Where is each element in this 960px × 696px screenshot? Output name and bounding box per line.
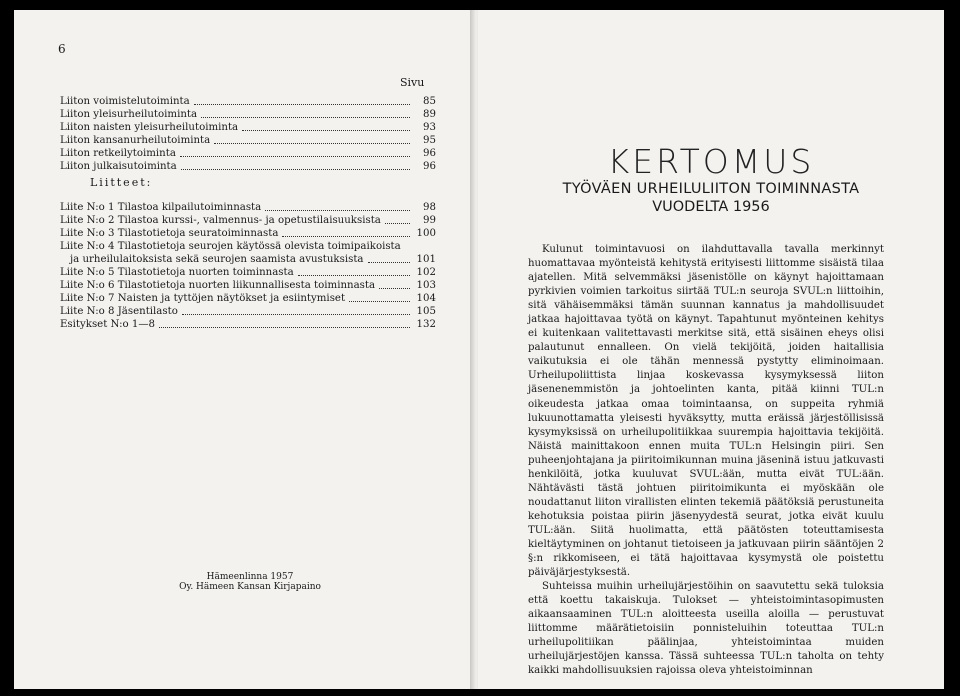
appendix-entry: Liite N:o 4 Tilastotietoja seurojen käytössä olevista toimipaikoista <box>60 241 401 252</box>
appendix-entry: Liite N:o 6 Tilastotietoja nuorten liikunnallisesta toiminnasta 103 <box>60 280 436 291</box>
toc-entry: Liiton voimistelutoiminta 85 <box>60 96 436 107</box>
report-subtitle: TYÖVÄEN URHEILULIITON TOIMINNASTA <box>562 181 860 197</box>
appendix-entry: Liite N:o 8 Jäsentilasto 105 <box>60 306 436 317</box>
imprint-printer: Oy. Hämeen Kansan Kirjapaino <box>179 582 321 592</box>
page-column-header: Sivu <box>400 76 425 89</box>
toc-entry: Liiton naisten yleisurheilutoiminta 93 <box>60 122 436 133</box>
appendix-entry: Liite N:o 5 Tilastotietoja nuorten toiminnasta 102 <box>60 267 436 278</box>
toc-entry: Liiton kansanurheilutoiminta 95 <box>60 135 436 146</box>
appendix-entry: Liite N:o 7 Naisten ja tyttöjen näytökset ja esiintymiset 104 <box>60 293 436 304</box>
appendix-entry: Esitykset N:o 1—8 132 <box>60 319 436 330</box>
paragraph: Suhteissa muihin urheilujärjestöihin on saavutettu sekä tuloksia että koettu takaiskuja. Tulokset — yhteistoimintasopimusten aikaansaaminen TUL:n aloitteesta useilla aloilla — perustuvat liittomme määrätietoisiin ponnisteluihin toteuttaa TUL:n urheilupolitiikan päälinjaa, yhteistoimintaa muiden urheilujärjestöjen kanssa. Tässä suhteessa TUL:n taholta on tehty kaikki mahdollisuuksien rajoissa oleva yhteistoiminnan <box>528 581 884 677</box>
appendix-entry: Liite N:o 1 Tilastoa kilpailutoiminnasta 98 <box>60 202 436 213</box>
toc-entry: Liiton retkeilytoiminta 96 <box>60 148 436 159</box>
report-title: KERTOMUS <box>607 142 815 181</box>
toc-entry: Liiton julkaisutoiminta 96 <box>60 161 436 172</box>
appendix-entry-continued: ja urheilulaitoksista sekä seurojen saamista avustuksista 101 <box>70 254 436 265</box>
appendix-entry: Liite N:o 2 Tilastoa kurssi-, valmennus- ja opetustilaisuuksista 99 <box>60 215 436 226</box>
appendix-entry: Liite N:o 3 Tilastotietoja seuratoiminnasta 100 <box>60 228 436 239</box>
paragraph: Kulunut toimintavuosi on ilahduttavalla tavalla merkinnyt huomattavaa myönteistä kehitystä erityisesti liittomme sisäistä tilaa ajatellen. Mitä selvemmäksi jäsenistölle on käynyt hajoittamaan pyrkivien voimien tarkoitus siirtää TUL:n seuroja SVUL:n liittoihin, sitä vähäisemmäksi tämän suunnan kannatus ja mahdollisuudet jatkaa hajoittavaa työtä on käynyt. Tapahtunut myönteinen kehitys ei kuitenkaan valitettavasti merkitse sitä, että sisäinen eheys olisi palautunut ennalleen. On vielä tekijöitä, joiden haitallisia vaikutuksia ei ole tähän mennessä pystytty eliminoimaan. Urheilupoliittista linjaa koskevassa kysymyksessä liiton jäsenenemmistön ja johtoelinten kanta, pitää kiinni TUL:n oikeudesta jatkaa omaa toimintaansa, on suppeita ryhmiä lukuunottamatta yleisesti hyväksytty, mutta eräissä järjestöllisissä kysymyksissä on urheilupolitiikkaa suurempia hajoittavia tekijöitä. Näistä mainittakoon ennen muita TUL:n Helsingin piiri. Sen puheenjohtajana ja piiritoimikunnan muina jäseninä istuu jatkuvasti henkilöitä, jotka kuuluvat SVUL:ään, mutta eivät TUL:ään. Nähtävästi tästä johtuen piiritoimikunta ei myöskään ole noudattanut liiton virallisten elinten tekemiä päätöksiä perustuneita kehotuksia poistaa piirin jäsenyydestä seurat, jotka eivät kuulu TUL:ään. Siitä huolimatta, että päätösten toteuttamisesta kieltäytyminen on johtanut tietoiseen ja jatkuvaan piirin sääntöjen 2 §:n rikkomiseen, ei tätä hajoittavaa kysymystä ole poistettu päiväjärjestyksestä. <box>528 244 884 579</box>
imprint-place-year: Hämeenlinna 1957 <box>206 572 294 582</box>
page-number: 6 <box>58 42 66 56</box>
appendix-heading: Liitteet: <box>90 176 153 189</box>
report-year: VUODELTA 1956 <box>652 199 770 215</box>
toc-entry: Liiton yleisurheilutoiminta 89 <box>60 109 436 120</box>
report-body <box>528 243 884 678</box>
